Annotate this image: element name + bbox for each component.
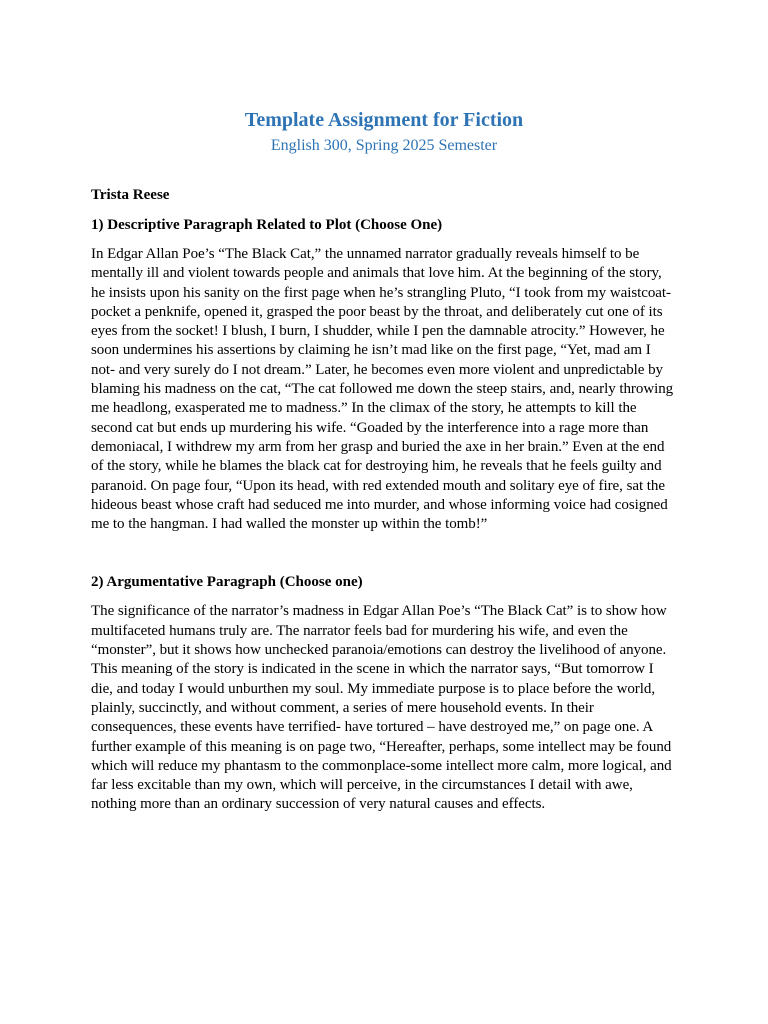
section-heading-argumentative: 2) Argumentative Paragraph (Choose one) [91, 574, 363, 591]
paragraph-descriptive: In Edgar Allan Poe’s “The Black Cat,” the unnamed narrator gradually reveals himself to be mentally ill and violent towards people and animals that love him. At the beginning of the story, he insists upon his sanity on the first page when he’s strangling Pluto, “I took from my waistcoat-pocket a penknife, opened it, grasped the poor beast by the throat, and deliberately cut one of its eyes from the socket! I blush, I burn, I shudder, while I pen the damnable atrocity.” However, he soon undermines his assertions by claiming he isn’t mad like on the first page, “Yet, mad am I not- and very surely do I not dream.” Later, he becomes even more violent and unpredictable by blaming his madness on the cat, “The cat followed me down the steep stairs, and, nearly throwing me headlong, exasperated me to madness.” In the climax of the story, he attempts to kill the second cat but ends up murdering his wife. “Goaded by the interference into a rage more than demoniacal, I withdrew my arm from her grasp and buried the axe in her brain.” Even at the end of the story, while he blames the black cat for destroying him, he reveals that he feels guilty and paranoid. On page four, “Upon its head, with red extended mouth and solitary eye of fire, sat the hideous beast whose craft had seduced me into murder, and whose informing voice had cosigned me to the hangman. I had walled the monster up within the tomb!” [91, 246, 674, 533]
section-heading-descriptive: 1) Descriptive Paragraph Related to Plot (Choose One) [91, 217, 443, 233]
author-name: Trista Reese [91, 187, 170, 203]
paragraph-argumentative: The significance of the narrator’s madness in Edgar Allan Poe’s “The Black Cat” is to show how multifaceted humans truly are. The narrator feels bad for murdering his wife, and even the “monster”, but it shows how unchecked paranoia/emotions can destroy the livelihood of anyone. This meaning of the story is indicated in the scene in which the narrator says, “But tomorrow I die, and today I would unburthen my soul. My immediate purpose is to place before the world, plainly, succinctly, and without comment, a series of mere household events. In their consequences, these events have terrified- have tortured – have destroyed me,” on page one. A further example of this meaning is on page two, “Hereafter, perhaps, some intellect may be found which will reduce my phantasm to the commonplace-some intellect more calm, more logical, and far less excitable than my own, which will perceive, in the circumstances I detail with awe, nothing more than an ordinary succession of very natural causes and effects. [91, 603, 672, 813]
document-subtitle: English 300, Spring 2025 Semester [270, 137, 498, 154]
document-title: Template Assignment for Fiction [244, 109, 524, 131]
